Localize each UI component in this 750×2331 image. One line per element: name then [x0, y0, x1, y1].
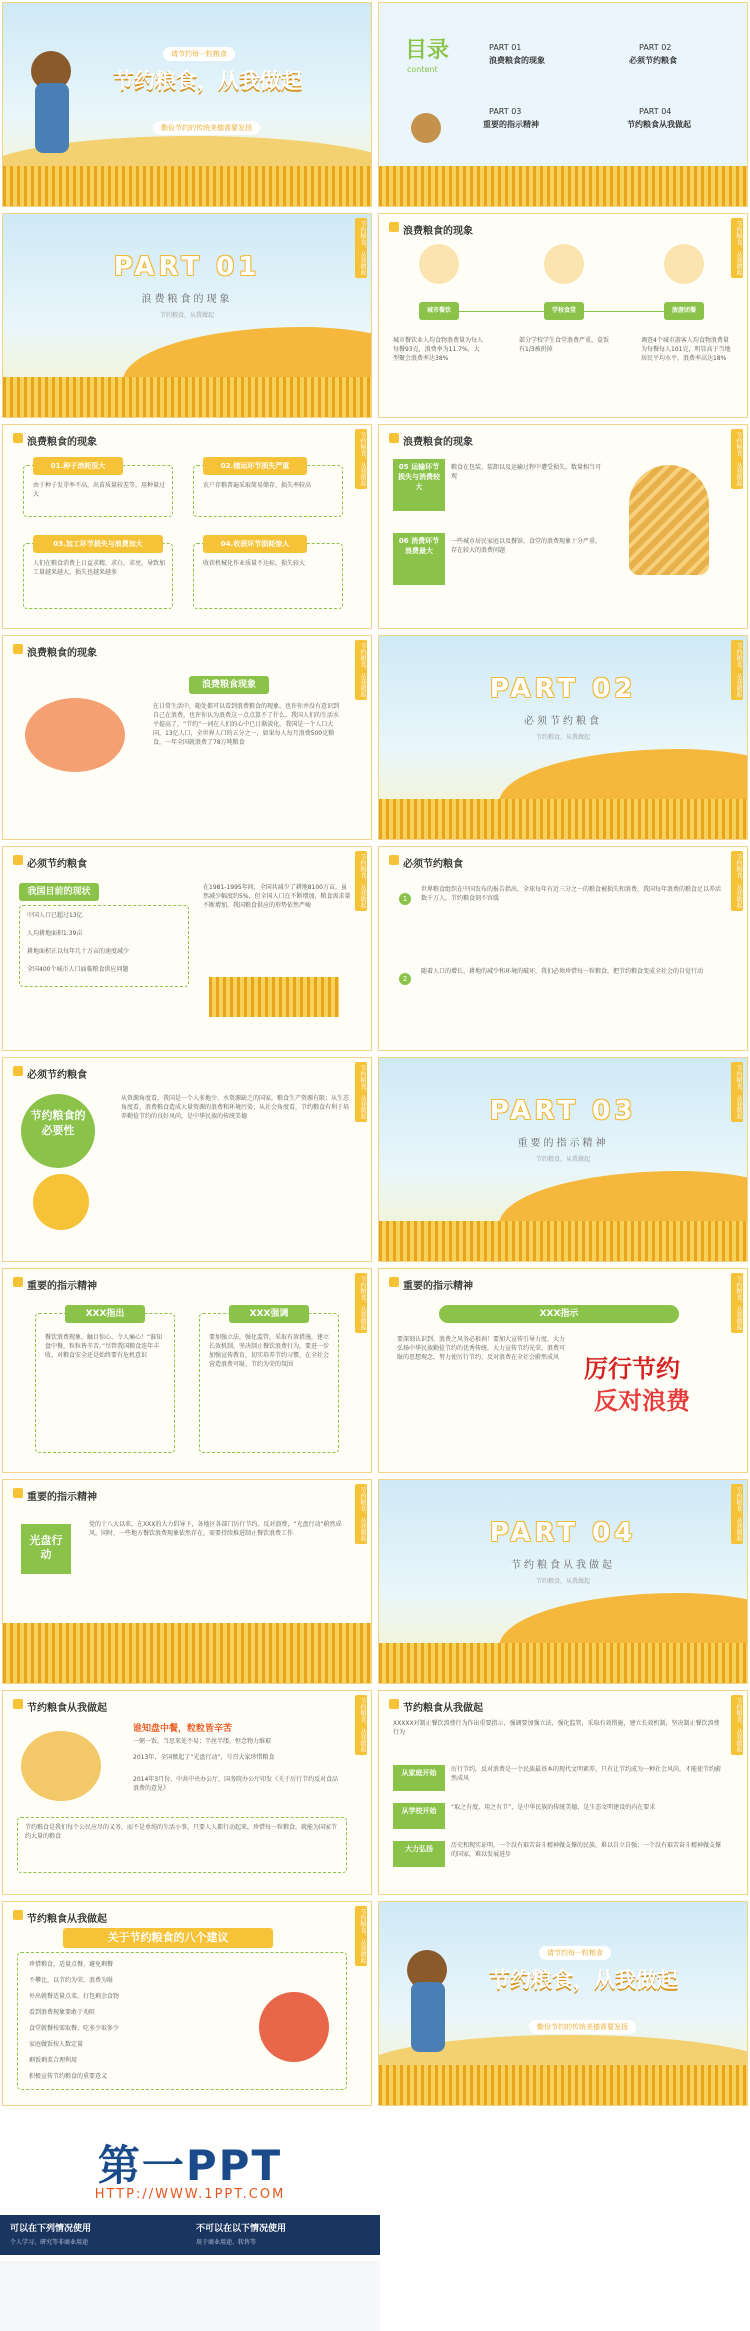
wheat-ear-icon — [629, 465, 709, 575]
cover-subtitle: 勤俭节约的传统美德需要发扬 — [153, 121, 260, 135]
side-tag: 节约粮食，从我做起 — [731, 1695, 743, 1755]
side-tag: 节约粮食，从我做起 — [355, 1062, 367, 1122]
section-header: 必须节约粮食 — [13, 855, 87, 870]
slide-cover[interactable] — [2, 2, 372, 207]
art-text: 反对浪费 — [594, 1387, 690, 1415]
section-header: 重要的指示精神 — [13, 1488, 97, 1503]
site-logo[interactable]: 第一PPT — [97, 2141, 283, 2190]
item-text: 人们在粮食消费上日益求精，求白，求亮，导致加工量越来越大，损失也越来越多 — [33, 560, 165, 576]
rice-bowl-icon — [25, 698, 125, 772]
directive-text: 要深刻认识到，浪费之风务必狠刹！要加大宣传引导力度，大力弘扬中华民族勤俭节约的优秀传统，大力宣传节约光荣、浪费可耻的思想观念，努力使厉行节约、反对浪费在全社会蔚然成风 — [397, 1336, 566, 1361]
advice-item: 看到浪费现象要敢于劝阻 — [29, 2009, 96, 2016]
tour-group-icon — [664, 244, 704, 284]
side-tag: 节约粮食，从我做起 — [731, 429, 743, 489]
advice-item: 外出就餐适量点菜，打包剩余食物 — [29, 1993, 120, 2000]
item-label: 05 运输环节损失与消费较大 — [393, 459, 445, 511]
item-text: 收获机械化作业质量不达标，损失较大 — [203, 560, 306, 567]
part-tag: 节约粮食，从我做起 — [535, 1578, 590, 1585]
status-item: 全国400个城市人口面临粮食供应问题 — [27, 966, 129, 973]
poem-line: 一粥一饭，当思来处不易；半丝半缕，恒念物力维艰 — [133, 1738, 272, 1745]
item-label: 01.种子消耗很大 — [33, 457, 123, 475]
slide-spirit-2[interactable] — [378, 1268, 748, 1473]
section-header: 必须节约粮食 — [13, 1066, 87, 1081]
status-item: 耕地面积正以每年几十万亩的速度减少 — [27, 948, 130, 955]
wheat-field — [379, 1221, 747, 1261]
slide-waste-2[interactable] — [2, 424, 372, 629]
toc-part-2: PART 02 — [639, 43, 672, 52]
farmer-hat-icon — [411, 113, 441, 143]
necessity-circle: 节约粮食的必要性 — [21, 1094, 95, 1168]
topic-text: 在日常生活中，随处都可以看到浪费粮食的现象。也许你并没有意识到自己在浪费，也许你认为浪费这一点点算不了什么。我国人们的生活水平提高了，“节约”一词在人们的心中已日渐淡化。我国是一个人口大国，13亿人口，全世界人口的五分之一，如果每人每月浪费500克粮食，一年全国就浪费了78万吨粮食 — [153, 703, 340, 746]
slide-part-04[interactable] — [378, 1479, 748, 1684]
toc-part-3: PART 03 — [489, 107, 522, 116]
side-tag: 节约粮食，从我做起 — [355, 429, 367, 489]
side-tag: 节约粮食，从我做起 — [355, 1484, 367, 1544]
links-panel — [0, 2261, 380, 2331]
usage-band — [0, 2215, 380, 2255]
section-header: 节约粮食从我做起 — [13, 1910, 107, 1925]
label-city: 城市餐饮 — [419, 302, 459, 320]
action-text: “取之有度，用之有节”，是中华民族的传统美德，是生态文明建设的内在要求 — [451, 1804, 656, 1811]
intro-text: XXXXX对制止餐饮浪费行为作出重要指示，强调要加强立法，强化监管，采取有效措施，建立长效机制，坚决制止餐饮浪费行为 — [393, 1720, 720, 1736]
slide-spirit-3[interactable] — [2, 1479, 372, 1684]
wheat-field — [379, 799, 747, 839]
slide-me-2[interactable] — [378, 1690, 748, 1895]
part-title: 必须节约粮食 — [524, 716, 602, 727]
status-item: 人均耕地面积1.39亩 — [27, 930, 83, 937]
action-text: 厉行节约，反对浪费是一个民族最基本的现代文明素养，只有让节约成为一种社会风尚，才能使节约蔚然成风 — [451, 1766, 721, 1782]
bullet-number: 1 — [399, 893, 411, 905]
quote-text: 餐饮浪费现象，触目惊心、令人痛心！“谁知盘中餐，粒粒皆辛苦。”尽管我国粮食连年丰收，对粮食安全还是始终要有危机意识 — [45, 1334, 163, 1359]
status-text: 在1981-1995年间，全国共减少了耕地8100万亩，虽然减少幅度约5%，但全国人口在不断增加，粮食需求量不断增加，我国粮食供应的形势依然严峻 — [203, 884, 351, 909]
advice-item: 食堂就餐按需取餐，吃多少取多少 — [29, 2025, 120, 2032]
item-text: 农户存粮普遍采取简易储存，损失率较高 — [203, 482, 312, 489]
section-header: 浪费粮食的现象 — [13, 433, 97, 448]
side-tag: 节约粮食，从我做起 — [355, 640, 367, 700]
directive-pill: XXX指示 — [439, 1305, 679, 1323]
site-url[interactable]: HTTP://WWW.1PPT.COM — [94, 2187, 286, 2202]
part-tag: 节约粮食，从我做起 — [535, 734, 590, 741]
label-school: 学校食堂 — [544, 302, 584, 320]
advice-item: 珍惜粮食，适量点餐，避免剩餐 — [29, 1961, 114, 1968]
advice-title: 关于节约粮食的八个建议 — [63, 1928, 273, 1948]
slide-part-02[interactable] — [378, 635, 748, 840]
part-number: PART 03 — [489, 1096, 637, 1126]
side-tag: 节约粮食，从我做起 — [731, 851, 743, 911]
section-header: 浪费粮食的现象 — [13, 644, 97, 659]
restaurant-icon — [419, 244, 459, 284]
item-label: 06 消费环节浪费最大 — [393, 533, 445, 585]
slide-part-03[interactable] — [378, 1057, 748, 1262]
farmer-icon — [33, 1174, 89, 1230]
farmer-figure-icon — [411, 1982, 445, 2052]
status-pill: 我国目前的现状 — [19, 883, 99, 901]
slide-waste-1[interactable] — [378, 213, 748, 418]
campaign-text: 党的十八大以来，在XXX的大力倡导下，各地区各部门厉行节约、反对浪费，“光盘行动”蔚然成风。同时，一些地方餐饮浪费现象依然存在，需要持续推进制止餐饮浪费工作 — [89, 1521, 342, 1537]
poem-title: 谁知盘中餐，粒粒皆辛苦 — [133, 1724, 233, 1734]
section-header: 浪费粮食的现象 — [389, 433, 473, 448]
text-school: 部分学校学生食堂浪费严重，盒饭有1/3被扔掉 — [519, 337, 609, 353]
end-tag: 请节约每一粒粮食 — [539, 1946, 611, 1960]
toc-en: content — [407, 65, 438, 74]
item-label: 02.储运环节损失严重 — [203, 457, 307, 475]
label-tour: 旅游团餐 — [664, 302, 704, 320]
section-header: 节约粮食从我做起 — [389, 1699, 483, 1714]
quote-title: XXX指出 — [65, 1305, 145, 1323]
toc-item-3[interactable]: 重要的指示精神 — [483, 120, 539, 129]
toc-part-1: PART 01 — [489, 43, 522, 52]
part-number: PART 01 — [113, 252, 261, 282]
forbidden-sub: 用于商业用途、转售等 — [196, 2239, 257, 2246]
toc-item-2[interactable]: 必须节约粮食 — [629, 56, 677, 65]
food-plate-icon — [259, 1992, 329, 2062]
action-label: 从学校开始 — [393, 1803, 445, 1829]
part-title: 重要的指示精神 — [517, 1138, 609, 1149]
wheat-field — [3, 166, 371, 206]
side-tag: 节约粮食，从我做起 — [731, 1062, 743, 1122]
poem-line: 2014年3月份，中共中央办公厅、国务院办公厅印发《关于厉行节约反对食品浪费的意见》 — [133, 1776, 339, 1792]
allowed-title: 可以在下列情况使用 — [10, 2224, 92, 2234]
side-tag: 节约粮食，从我做起 — [731, 218, 743, 278]
item-text: 粮食在包装、装卸以及运输过程中遭受损失，数量相当可观 — [451, 464, 601, 480]
slide-me-1[interactable] — [2, 1690, 372, 1895]
slide-part-01[interactable] — [2, 213, 372, 418]
toc-item-4[interactable]: 节约粮食从我做起 — [627, 120, 691, 129]
status-item: 中国人口已超过13亿 — [27, 912, 83, 919]
advice-item: 积极宣传节约粮食的重要意义 — [29, 2073, 108, 2080]
action-label: 大力弘扬 — [393, 1841, 445, 1867]
item-text: 一些城市居民家庭以及餐馆、食堂的浪费现象十分严重，存在较大的浪费问题 — [451, 538, 601, 554]
student-icon — [544, 244, 584, 284]
slide-save-2[interactable] — [378, 846, 748, 1051]
wheat-field — [379, 1643, 747, 1683]
slide-toc[interactable] — [378, 2, 748, 207]
part-title: 节约粮食从我做起 — [511, 1560, 615, 1571]
toc-item-1[interactable]: 浪费粮食的现象 — [489, 56, 545, 65]
text-tour: 调查4个城市游客人均食物浪费量为每餐每人101克，明显高于当地居民平均水平，浪费率高达18% — [641, 337, 731, 362]
slide-waste-4[interactable] — [2, 635, 372, 840]
section-header: 节约粮食从我做起 — [13, 1699, 107, 1714]
slide-save-1[interactable] — [2, 846, 372, 1051]
toc-title: 目录 — [405, 38, 450, 63]
campaign-label: 光盘行动 — [21, 1524, 71, 1574]
wheat-field — [379, 2065, 747, 2105]
footer — [0, 2115, 750, 2331]
advice-item: 不攀比，以节约为荣，浪费为耻 — [29, 1977, 114, 1984]
quote-title: XXX强调 — [229, 1305, 309, 1323]
section-header: 重要的指示精神 — [13, 1277, 97, 1292]
item-label: 04.收获环节损耗惊人 — [203, 535, 307, 553]
end-subtitle: 勤俭节约的传统美德需要发扬 — [529, 2020, 636, 2034]
cover-tag: 请节约每一粒粮食 — [163, 47, 235, 61]
topic-pill: 浪费粮食现象 — [189, 676, 269, 694]
slide-me-3[interactable] — [2, 1901, 372, 2106]
quote-text: 要加强立法，强化监管，采取有效措施，建立长效机制，坚决制止餐饮浪费行为，要进一步加强宣传教育，切实培养节约习惯，在全社会营造浪费可耻、节约为荣的氛围 — [209, 1334, 329, 1368]
part-number: PART 04 — [489, 1518, 637, 1548]
side-tag: 节约粮食，从我做起 — [731, 1484, 743, 1544]
wheat-field — [3, 1623, 371, 1683]
section-header: 重要的指示精神 — [389, 1277, 473, 1292]
toc-part-4: PART 04 — [639, 107, 672, 116]
section-header: 浪费粮食的现象 — [389, 222, 473, 237]
farmer-figure-icon — [35, 83, 69, 153]
note-text: 节约粮食是我们每个公民应尽的义务，而不是单纯的生活小事，只要人人都行动起来，珍惜每一粒粮食，就能为国家节约大量的粮食 — [25, 1824, 338, 1840]
side-tag: 节约粮食，从我做起 — [355, 1273, 367, 1333]
side-tag: 节约粮食，从我做起 — [731, 640, 743, 700]
item-label: 03.加工环节损失与浪费加大 — [33, 535, 163, 553]
slide-end[interactable] — [378, 1901, 748, 2106]
rice-bag-icon — [21, 1731, 101, 1801]
wheat-field — [209, 977, 339, 1017]
side-tag: 节约粮食，从我做起 — [731, 1273, 743, 1333]
wheat-field — [379, 166, 747, 206]
slide-waste-3[interactable] — [378, 424, 748, 629]
text-city: 城市餐饮业人均食物浪费量为每人每餐93克，浪费率为11.7%，大型聚会浪费率达38% — [393, 337, 483, 362]
action-label: 从家庭开始 — [393, 1765, 445, 1791]
part-title: 浪费粮食的现象 — [141, 294, 233, 305]
advice-item: 剩饭剩菜合理利用 — [29, 2057, 78, 2064]
side-tag: 节约粮食，从我做起 — [355, 1906, 367, 1966]
save-text: 随着人口的增长、耕地的减少和环境的破坏，我们必须珍惜每一粒粮食，把节约粮食变成全社会的自觉行动 — [421, 968, 704, 975]
side-tag: 节约粮食，从我做起 — [355, 851, 367, 911]
logo-band — [0, 2115, 750, 2215]
bullet-number: 2 — [399, 973, 411, 985]
section-header: 必须节约粮食 — [389, 855, 463, 870]
end-title: 节约粮食，从我做起 — [489, 1968, 678, 1992]
advice-item: 家庭做饭按人数定量 — [29, 2041, 84, 2048]
side-tag: 节约粮食，从我做起 — [355, 218, 367, 278]
side-tag: 节约粮食，从我做起 — [355, 1695, 367, 1755]
slide-save-3[interactable] — [2, 1057, 372, 1262]
part-number: PART 02 — [489, 674, 637, 704]
wheat-field — [3, 377, 371, 417]
action-text: 历史和现实证明，一个没有艰苦奋斗精神做支撑的民族，难以自立自强；一个没有艰苦奋斗精神做支撑的国家，难以发展进步 — [451, 1842, 721, 1858]
cover-title: 节约粮食，从我做起 — [113, 69, 302, 93]
part-tag: 节约粮食，从我做起 — [159, 312, 214, 319]
save-text: 世界粮食组织在中国发布的报告指出，全球每年有近三分之一的粮食被损失和浪费，我国每年浪费的粮食足以养活数千万人，节约粮食刻不容缓 — [421, 886, 721, 902]
slide-spirit-1[interactable] — [2, 1268, 372, 1473]
item-text: 由于种子发芽率不高，出苗质量较差等，用种量过大 — [33, 482, 165, 498]
poem-line: 2013年，全国掀起了“光盘行动”，号召大家珍惜粮食 — [133, 1754, 275, 1761]
part-tag: 节约粮食，从我做起 — [535, 1156, 590, 1163]
forbidden-title: 不可以在以下情况使用 — [196, 2224, 287, 2234]
necessity-text: 从资源角度看，我国是一个人多地少、水资源缺乏的国家，粮食生产资源有限；从生态角度看，浪费粮食造成大量资源的浪费和环境污染；从社会角度看，节约粮食有利于培养勤俭节约的良好风尚，是中华民族的传统美德 — [121, 1095, 349, 1120]
art-text: 厉行节约 — [584, 1355, 680, 1383]
allowed-sub: 个人学习、研究等非商业用途 — [10, 2239, 89, 2246]
